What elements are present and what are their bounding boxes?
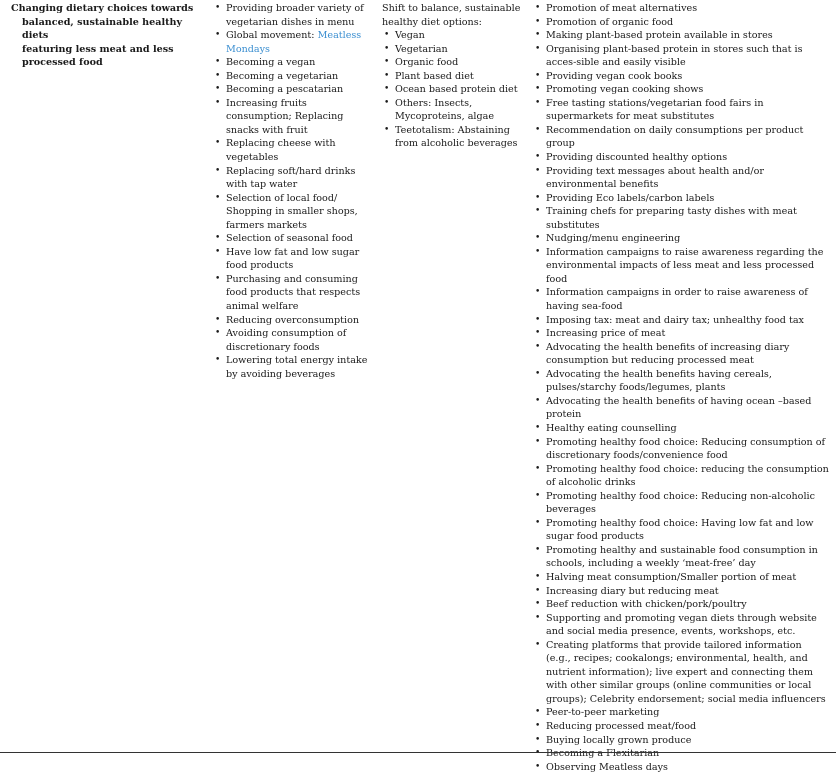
list-item: • Supporting and promoting vegan diets through website and social media presence, events, workshops, etc. [532, 612, 829, 639]
interventions-column [532, 2, 829, 774]
list-item: • Others: Insects, Mycoproteins, algae [381, 97, 531, 124]
list-item: • Providing discounted healthy options [532, 151, 829, 165]
list-item: • Vegan [381, 29, 531, 43]
table-bottom-rule [0, 752, 836, 753]
list-item: • Making plant-based protein available in stores [532, 29, 829, 43]
list-item [212, 29, 370, 56]
list-item: • Creating platforms that provide tailored information (e.g., recipes; cookalongs; environmental, health, and nutrient information); live expert and connecting them with other similar groups (online communities or local groups); Celebrity endorsement; social media influencers [532, 639, 829, 707]
list-item: • Teetotalism: Abstaining from alcoholic beverages [381, 124, 531, 151]
row-heading-line: processed food [22, 57, 103, 69]
list-item: • Providing vegan cook books [532, 70, 829, 84]
list-item: • Organic food [381, 56, 531, 70]
list-item: • Reducing overconsumption [212, 314, 370, 328]
list-item: • Becoming a vegetarian [212, 70, 370, 84]
list-item: • Replacing soft/hard drinks with tap water [212, 165, 370, 192]
list-item: • Ocean based protein diet [381, 83, 531, 97]
list-item: • Selection of seasonal food [212, 232, 370, 246]
list-item: • Purchasing and consuming food products that respects animal welfare [212, 273, 370, 314]
list-item: • Information campaigns to raise awareness regarding the environmental impacts of less meat and less processed food [532, 246, 829, 287]
row-heading [11, 2, 206, 70]
list-item: • Promoting vegan cooking shows [532, 83, 829, 97]
row-heading-line: Changing dietary choices towards [11, 3, 194, 14]
list-item: • Reducing processed meat/food [532, 720, 829, 734]
list-item: • Providing broader variety of vegetarian dishes in menu [212, 2, 370, 29]
list-item: • Observing Meatless days [532, 761, 829, 775]
list-item: • Becoming a Flexitarian [532, 747, 829, 761]
list-item: • Plant based diet [381, 70, 531, 84]
list-item: • Have low fat and low sugar food products [212, 246, 370, 273]
list-item: • Increasing diary but reducing meat [532, 585, 829, 599]
list-item: • Lowering total energy intake by avoiding beverages [212, 354, 370, 381]
list-item: • Advocating the health benefits having cereals, pulses/starchy foods/legumes, plants [532, 368, 829, 395]
list-item: • Peer-to-peer marketing [532, 706, 829, 720]
list-item: • Promoting healthy food choice: reducing the consumption of alcoholic drinks [532, 463, 829, 490]
list-item: • Healthy eating counselling [532, 422, 829, 436]
list-item: • Becoming a vegan [212, 56, 370, 70]
row-heading-line: featuring less meat and less [22, 43, 174, 55]
list-item: • Becoming a pescatarian [212, 83, 370, 97]
list-item: • Avoiding consumption of discretionary foods [212, 327, 370, 354]
list-item: • Nudging/menu engineering [532, 232, 829, 246]
diet-options-intro: healthy diet options: [382, 16, 482, 28]
list-item: • Providing Eco labels/carbon labels [532, 192, 829, 206]
list-item: • Increasing fruits consumption; Replacing snacks with fruit [212, 97, 370, 138]
list-item: • Information campaigns in order to raise awareness of having sea-food [532, 286, 829, 313]
list-item: • Replacing cheese with vegetables [212, 137, 370, 164]
list-item: • Promoting healthy food choice: Reducing consumption of discretionary foods/convenience food [532, 436, 829, 463]
interventions-list [532, 2, 829, 774]
row-heading-line: balanced, sustainable healthy diets [22, 16, 183, 42]
list-item-text: Global movement: [226, 30, 318, 42]
list-item: • Promoting healthy food choice: Having low fat and low sugar food products [532, 517, 829, 544]
list-item: • Recommendation on daily consumptions per product group [532, 124, 829, 151]
list-item: • Promotion of meat alternatives [532, 2, 829, 16]
list-item: • Imposing tax: meat and dairy tax; unhealthy food tax [532, 314, 829, 328]
list-item: • Buying locally grown produce [532, 734, 829, 748]
list-item: • Beef reduction with chicken/pork/poultry [532, 598, 829, 612]
diet-options-column [381, 2, 531, 151]
list-item: • Promoting healthy and sustainable food consumption in schools, including a weekly ‘meat-free’ day [532, 544, 829, 571]
list-item: • Vegetarian [381, 43, 531, 57]
list-item: • Training chefs for preparing tasty dishes with meat substitutes [532, 205, 829, 232]
list-item: • Selection of local food/ Shopping in smaller shops, farmers markets [212, 192, 370, 233]
list-item: • Free tasting stations/vegetarian food fairs in supermarkets for meat substitutes [532, 97, 829, 124]
diet-options-intro: Shift to balance, sustainable [382, 3, 521, 14]
list-item: • Halving meat consumption/Smaller portion of meat [532, 571, 829, 585]
list-item: • Advocating the health benefits of increasing diary consumption but reducing processed meat [532, 341, 829, 368]
list-item: • Providing text messages about health and/or environmental benefits [532, 165, 829, 192]
diet-options-list [381, 29, 531, 151]
list-item: • Organising plant-based protein in stores such that is acces-sible and easily visible [532, 43, 829, 70]
meatless-mondays-link[interactable]: Meatless Mondays [226, 30, 362, 55]
list-item: • Advocating the health benefits of having ocean –based protein [532, 395, 829, 422]
list-item: • Increasing price of meat [532, 327, 829, 341]
actions-column [212, 2, 370, 381]
actions-list [212, 2, 370, 381]
list-item: • Promoting healthy food choice: Reducing non-alcoholic beverages [532, 490, 829, 517]
list-item: • Promotion of organic food [532, 16, 829, 30]
